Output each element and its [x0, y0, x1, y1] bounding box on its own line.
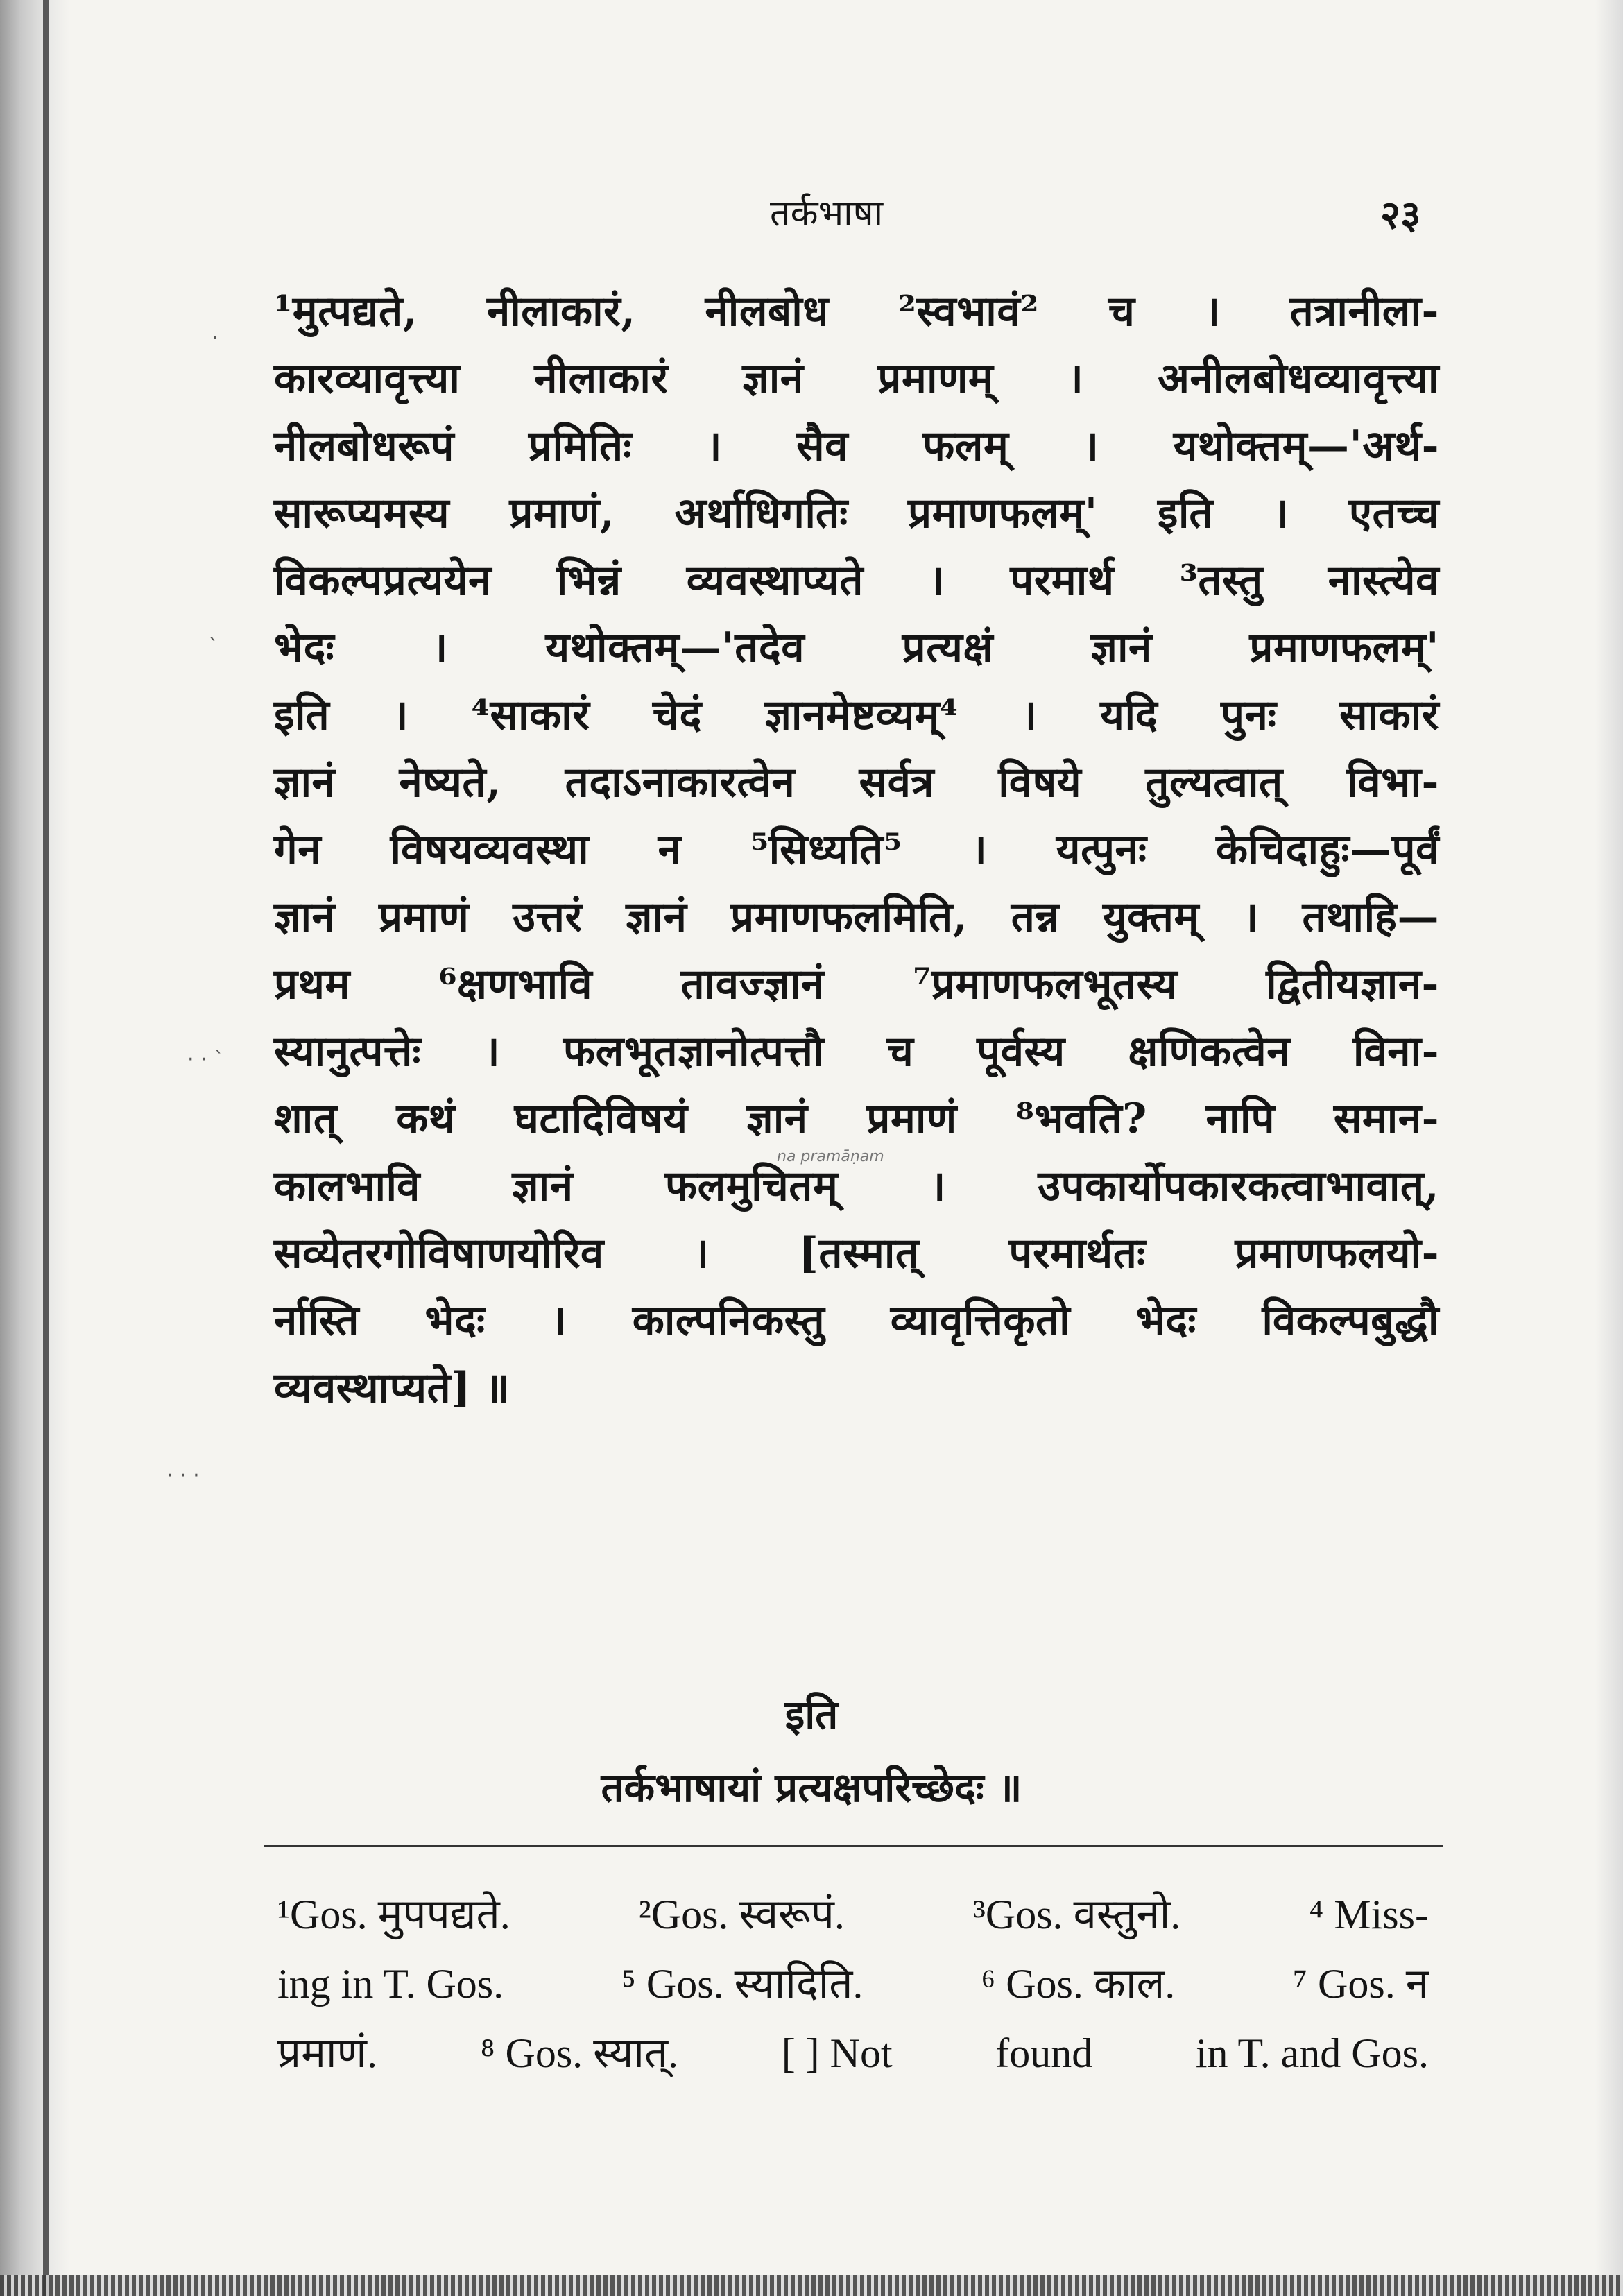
word: सारूप्यमस्य	[274, 489, 450, 538]
word: ।	[431, 624, 448, 672]
word: ॥	[485, 1364, 510, 1412]
word: व्यवस्थाप्यते	[686, 556, 864, 605]
word: प्रमाणफलम्'	[908, 489, 1098, 538]
word: नीलाकारं	[534, 354, 669, 403]
word: प्रमाणफलमिति,	[730, 893, 968, 941]
margin-tick: ·	[212, 326, 218, 350]
word: पूर्वस्य	[977, 1027, 1065, 1076]
word: विना-	[1352, 1027, 1439, 1076]
footnote-line	[277, 1880, 1429, 1949]
word: फलमुचितम्	[664, 1162, 839, 1210]
scan-right-edge	[1595, 0, 1623, 2296]
footnote-entry: in T. and Gos.	[1195, 2030, 1429, 2076]
footnotes	[277, 1880, 1429, 2088]
word: युक्तम्	[1102, 893, 1199, 941]
word: ¹मुत्पद्यते,	[274, 287, 418, 336]
word: कथं	[396, 1095, 456, 1143]
word: गेन	[274, 825, 322, 874]
word: प्रमाणं,	[509, 489, 615, 538]
running-title: तर्कभाषा	[770, 193, 884, 234]
word: व्यावृत्तिकृतो	[890, 1296, 1071, 1345]
word: द्वितीयज्ञान-	[1266, 960, 1439, 1009]
word: व्यवस्थाप्यते]	[274, 1364, 472, 1412]
word: विकल्पप्रत्ययेन	[274, 556, 492, 605]
text-line	[274, 752, 1439, 819]
word: कारव्यावृत्त्या	[274, 354, 461, 403]
scan-spine-shadow	[0, 0, 69, 2296]
word: तुल्यत्वात्	[1145, 758, 1283, 807]
word: फलभूतज्ञानोत्पत्तौ	[563, 1027, 824, 1076]
word: ।	[1083, 422, 1099, 470]
word: भेदः	[424, 1296, 486, 1345]
word: प्रथम	[274, 960, 350, 1009]
word: नीलबोधरूपं	[274, 422, 454, 470]
word: ज्ञानं	[746, 1095, 808, 1143]
word: विकल्पबुद्धौ	[1262, 1296, 1439, 1345]
text-line	[274, 617, 1439, 685]
word: प्रत्यक्षं	[902, 624, 994, 672]
word: विषये	[998, 758, 1082, 807]
word: ⁴साकारं	[471, 691, 590, 739]
word: प्रमाणं	[866, 1095, 957, 1143]
word: [तस्मात्	[798, 1229, 920, 1278]
footnote-entry: found	[995, 2030, 1093, 2076]
word: ।	[392, 691, 409, 739]
word: प्रमाणं	[378, 893, 470, 941]
text-line	[274, 954, 1439, 1021]
word: केचिदाहुः—पूर्वं	[1215, 825, 1439, 874]
word: तावज्ज्ञानं	[680, 960, 825, 1009]
colophon-chapter-end: तर्कभाषायां प्रत्यक्षपरिच्छेदः ॥	[601, 1764, 1022, 1811]
word: फलम्	[922, 422, 1009, 470]
text-line	[274, 685, 1439, 752]
text-line	[274, 1223, 1439, 1290]
text-line	[274, 1357, 1439, 1425]
text-line	[274, 348, 1439, 415]
footnote-entry: ⁴ Miss-	[1309, 1892, 1429, 1937]
text-line	[274, 886, 1439, 954]
footnote-entry: ⁶ Gos. काल.	[981, 1961, 1176, 2007]
word: घटादिविषयं	[514, 1095, 688, 1143]
word: ज्ञानमेष्टव्यम्⁴	[764, 691, 959, 739]
word: ⁵सिध्यति⁵	[750, 825, 902, 874]
word: विषयव्यवस्था	[390, 825, 590, 874]
word: ।	[1204, 287, 1221, 336]
word: प्रमाणम्	[877, 354, 994, 403]
footnote-entry: [ ] Not	[781, 2030, 893, 2076]
word: यथोक्तम्—'अर्थ-	[1173, 422, 1439, 470]
footnote-entry: ¹Gos. मुपपद्यते.	[277, 1892, 510, 1937]
word: नीलबोध	[705, 287, 829, 336]
word: यदि	[1100, 691, 1158, 739]
word: ³तस्तु	[1179, 556, 1263, 605]
word: ज्ञानं	[274, 758, 336, 807]
text-line	[274, 1021, 1439, 1088]
word: एतच्च	[1348, 489, 1439, 538]
margin-tick: `	[208, 635, 218, 659]
word: ।	[551, 1296, 567, 1345]
word: ।	[1067, 354, 1084, 403]
text-line	[274, 1088, 1439, 1156]
margin-tick: · · ·	[166, 1464, 200, 1488]
margin-tick: · · `	[187, 1047, 225, 1072]
word: तन्न	[1011, 893, 1060, 941]
word: अर्थाधिगतिः	[674, 489, 848, 538]
word: तदाऽनाकारत्वेन	[565, 758, 796, 807]
word: ।	[693, 1229, 710, 1278]
footnote-divider	[264, 1845, 1443, 1847]
word: भेदः	[1135, 1296, 1196, 1345]
word: ⁸भवति?	[1015, 1095, 1147, 1143]
word: ।	[971, 825, 988, 874]
word: तत्रानीला-	[1289, 287, 1439, 336]
word: ।	[928, 556, 945, 605]
colophon-iti: इति	[784, 1691, 839, 1738]
page-number: २३	[1380, 192, 1421, 238]
word: ज्ञानं	[512, 1162, 574, 1210]
text-line	[274, 281, 1439, 348]
scan-bottom-edge	[0, 2275, 1623, 2296]
body-text	[274, 281, 1439, 1425]
word: नास्त्येव	[1328, 556, 1439, 605]
text-line	[274, 819, 1439, 886]
text-line	[274, 550, 1439, 617]
word: ज्ञानं	[742, 354, 804, 403]
word: च	[886, 1027, 914, 1076]
word: काल्पनिकस्तु	[632, 1296, 825, 1345]
word: परमार्थ	[1010, 556, 1115, 605]
word: ।	[929, 1162, 946, 1210]
word: प्रमितिः	[528, 422, 632, 470]
word: न	[658, 825, 682, 874]
word: ।	[1021, 691, 1038, 739]
word: भेदः	[274, 624, 335, 672]
footnote-entry: ²Gos. स्वरूपं.	[638, 1892, 845, 1937]
word: ⁶क्षणभावि	[438, 960, 593, 1009]
word: सर्वत्र	[859, 758, 935, 807]
footnote-line	[277, 2019, 1429, 2088]
word: भिन्नं	[556, 556, 621, 605]
word: ।	[1242, 893, 1259, 941]
word: ⁷प्रमाणफलभूतस्य	[913, 960, 1178, 1009]
word: ²स्वभावं²	[898, 287, 1039, 336]
word: यत्पुनः	[1056, 825, 1147, 874]
word: ज्ञानं	[274, 893, 336, 941]
word: च	[1108, 287, 1135, 336]
footnote-line	[277, 1949, 1429, 2019]
word: सैव	[796, 422, 849, 470]
word: स्यानुत्पत्तेः	[274, 1027, 422, 1076]
word: यथोक्तम्—'तदेव	[545, 624, 805, 672]
word: तथाहि—	[1302, 893, 1439, 941]
text-line	[274, 1156, 1439, 1223]
footnote-entry: प्रमाणं.	[277, 2030, 377, 2076]
word: नापि	[1205, 1095, 1276, 1143]
word: चेदं	[652, 691, 702, 739]
word: ।	[1273, 489, 1289, 538]
footnote-entry: ⁷ Gos. न	[1293, 1961, 1429, 2007]
word: प्रमाणफलम्'	[1249, 624, 1439, 672]
word: विभा-	[1346, 758, 1439, 807]
word: शात्	[274, 1095, 338, 1143]
text-line	[274, 1290, 1439, 1357]
word: पुनः	[1221, 691, 1277, 739]
running-header	[0, 187, 1623, 243]
pencil-annotation: na pramāṇam	[777, 1148, 884, 1165]
word: सव्येतरगोविषाणयोरिव	[274, 1229, 604, 1278]
word: उपकार्योपकारकत्वाभावात्,	[1038, 1162, 1439, 1210]
word: ज्ञानं	[626, 893, 687, 941]
word: ।	[705, 422, 723, 470]
word: इति	[1157, 489, 1214, 538]
footnote-entry: ⁸ Gos. स्यात्.	[480, 2030, 679, 2076]
word: कालभावि	[274, 1162, 420, 1210]
word: नीलाकारं,	[486, 287, 636, 336]
footnote-entry: ing in T. Gos.	[277, 1961, 504, 2007]
word: परमार्थतः	[1008, 1229, 1146, 1278]
word: इति	[274, 691, 330, 739]
word: समान-	[1333, 1095, 1439, 1143]
word: साकारं	[1339, 691, 1439, 739]
text-line	[274, 483, 1439, 550]
scan-spine-line	[43, 0, 49, 2296]
text-line	[274, 415, 1439, 483]
word: ।	[483, 1027, 501, 1076]
footnote-entry: ³Gos. वस्तुनो.	[972, 1892, 1181, 1937]
word: नेष्यते,	[399, 758, 501, 807]
word: अनीलबोधव्यावृत्त्या	[1158, 354, 1439, 403]
word: ज्ञानं	[1090, 624, 1152, 672]
footnote-entry: ⁵ Gos. स्यादिति.	[621, 1961, 864, 2007]
word: उत्तरं	[513, 893, 583, 941]
word: र्नास्ति	[274, 1296, 359, 1345]
word: क्षणिकत्वेन	[1128, 1027, 1291, 1076]
word: प्रमाणफलयो-	[1235, 1229, 1439, 1278]
